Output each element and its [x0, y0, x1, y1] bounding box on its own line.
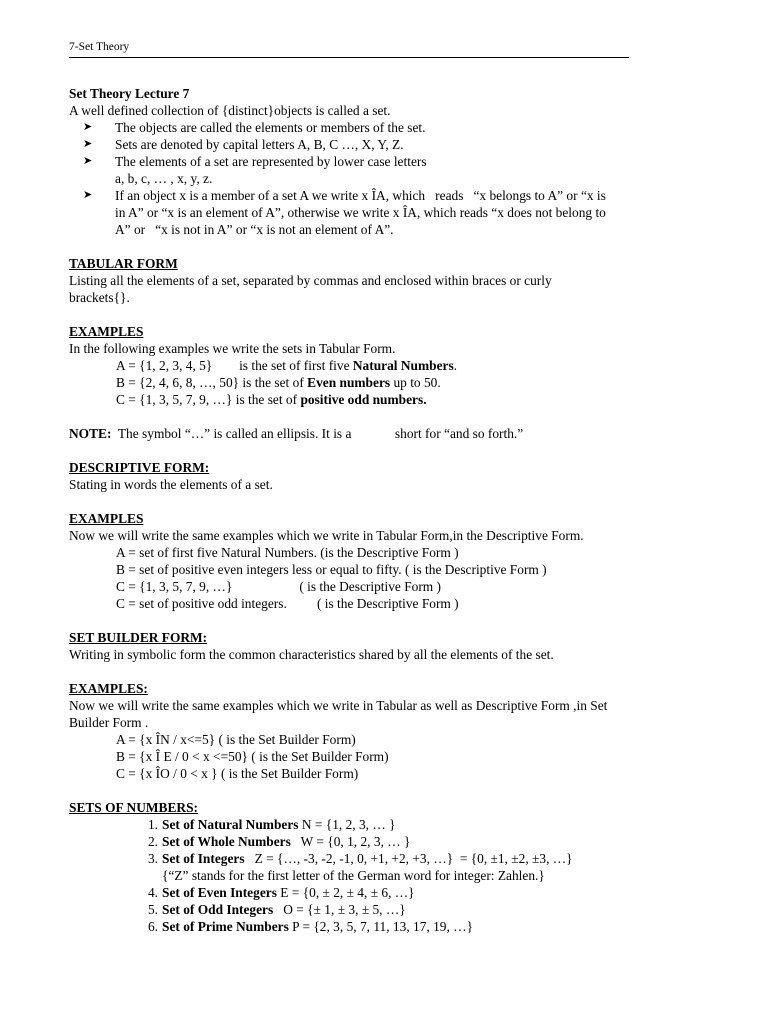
- bullet-item: [69, 119, 629, 136]
- example-line: A = {1, 2, 3, 4, 5} is the set of first five Natural Numbers.: [116, 358, 458, 373]
- section-heading-tabular: TABULAR FORM: [69, 256, 178, 271]
- example-line: B = {x Î E / 0 < x <=50} ( is the Set Builder Form): [116, 749, 389, 764]
- document-page: [69, 40, 629, 935]
- list-item: 3. Set of Integers Z = {…, -3, -2, -1, 0, +1, +2, +3, …} = {0, ±1, ±2, ±3, …} {“Z” stands for the first letter of the German word for integer: Zahlen.}: [69, 850, 629, 884]
- number-sets-list: [69, 816, 629, 935]
- bullet-text: The elements of a set are represented by lower case letters: [115, 154, 427, 169]
- examples-intro: In the following examples we write the sets in Tabular Form.: [69, 341, 396, 356]
- arrow-bullet-icon: ➤: [83, 138, 93, 150]
- list-item: 5. Set of Odd Integers O = {± 1, ± 3, ± 5, …}: [147, 902, 406, 917]
- section-heading-sets-of-numbers: SETS OF NUMBERS:: [69, 800, 198, 815]
- section-heading-descriptive: DESCRIPTIVE FORM:: [69, 460, 210, 475]
- section-heading-set-builder: SET BUILDER FORM:: [69, 630, 208, 645]
- note-label: NOTE:: [69, 426, 112, 441]
- list-item: 2. Set of Whole Numbers W = {0, 1, 2, 3, … }: [147, 834, 411, 849]
- examples-intro-continued: Builder Form .: [69, 715, 149, 730]
- arrow-bullet-icon: ➤: [83, 189, 93, 201]
- bullet-text-continued: in A” or “x is an element of A”, otherwise we write x ÎA, which reads “x does not belong to: [115, 205, 606, 220]
- examples-intro: Now we will write the same examples which we write in Tabular Form,in the Descriptive Form.: [69, 528, 584, 543]
- bullet-item: [69, 153, 629, 187]
- note-text: The symbol “…” is called an ellipsis. It is a short for “and so forth.”: [111, 426, 524, 441]
- bullet-text: The objects are called the elements or members of the set.: [115, 120, 426, 135]
- list-item: 4. Set of Even Integers E = {0, ± 2, ± 4, ± 6, …}: [147, 885, 415, 900]
- section-heading-examples: EXAMPLES: [69, 511, 144, 526]
- bullet-item: [69, 187, 629, 238]
- descriptive-text: Stating in words the elements of a set.: [69, 477, 273, 492]
- running-header: 7-Set Theory: [69, 41, 130, 53]
- tabular-text: Listing all the elements of a set, separated by commas and enclosed within braces or curly: [69, 273, 552, 288]
- arrow-bullet-icon: ➤: [83, 155, 93, 167]
- example-line: B = {2, 4, 6, 8, …, 50} is the set of Even numbers up to 50.: [116, 375, 441, 390]
- note-paragraph: [69, 425, 629, 442]
- example-line: A = {x ÎN / x<=5} ( is the Set Builder Form): [116, 732, 356, 747]
- list-item: 1. Set of Natural Numbers N = {1, 2, 3, … }: [147, 817, 396, 832]
- header-rule: [69, 57, 629, 58]
- example-line: C = {x ÎO / 0 < x } ( is the Set Builder Form): [116, 766, 359, 781]
- list-item: 6. Set of Prime Numbers P = {2, 3, 5, 7, 11, 13, 17, 19, …}: [147, 919, 474, 934]
- intro-text: A well defined collection of {distinct}objects is called a set.: [69, 103, 391, 118]
- definition-bullets: [69, 119, 629, 238]
- examples-intro: Now we will write the same examples which we write in Tabular as well as Descriptive Form ,in Set: [69, 698, 608, 713]
- arrow-bullet-icon: ➤: [83, 121, 93, 133]
- tabular-text: brackets{}.: [69, 290, 130, 305]
- section-heading-examples: EXAMPLES: [69, 324, 144, 339]
- example-line: C = {1, 3, 5, 7, 9, …} is the set of positive odd numbers.: [116, 392, 427, 407]
- example-line: B = set of positive even integers less or equal to fifty. ( is the Descriptive Form ): [116, 562, 547, 577]
- bullet-text-continued: A” or “x is not in A” or “x is not an element of A”.: [115, 222, 394, 237]
- lecture-title: Set Theory Lecture 7: [69, 86, 190, 101]
- bullet-item: [69, 136, 629, 153]
- list-item-note: {“Z” stands for the first letter of the German word for integer: Zahlen.}: [162, 868, 545, 883]
- example-line: C = {1, 3, 5, 7, 9, …} ( is the Descriptive Form ): [116, 579, 442, 594]
- section-heading-examples: EXAMPLES:: [69, 681, 148, 696]
- bullet-text-continued: a, b, c, … , x, y, z.: [115, 171, 213, 186]
- bullet-text: If an object x is a member of a set A we write x ÎA, which reads “x belongs to A” or “x is: [115, 188, 606, 203]
- bullet-text: Sets are denoted by capital letters A, B, C …, X, Y, Z.: [115, 137, 404, 152]
- set-builder-text: Writing in symbolic form the common characteristics shared by all the elements of the set.: [69, 647, 554, 662]
- example-line: C = set of positive odd integers. ( is the Descriptive Form ): [116, 596, 459, 611]
- example-line: A = set of first five Natural Numbers. (is the Descriptive Form ): [116, 545, 459, 560]
